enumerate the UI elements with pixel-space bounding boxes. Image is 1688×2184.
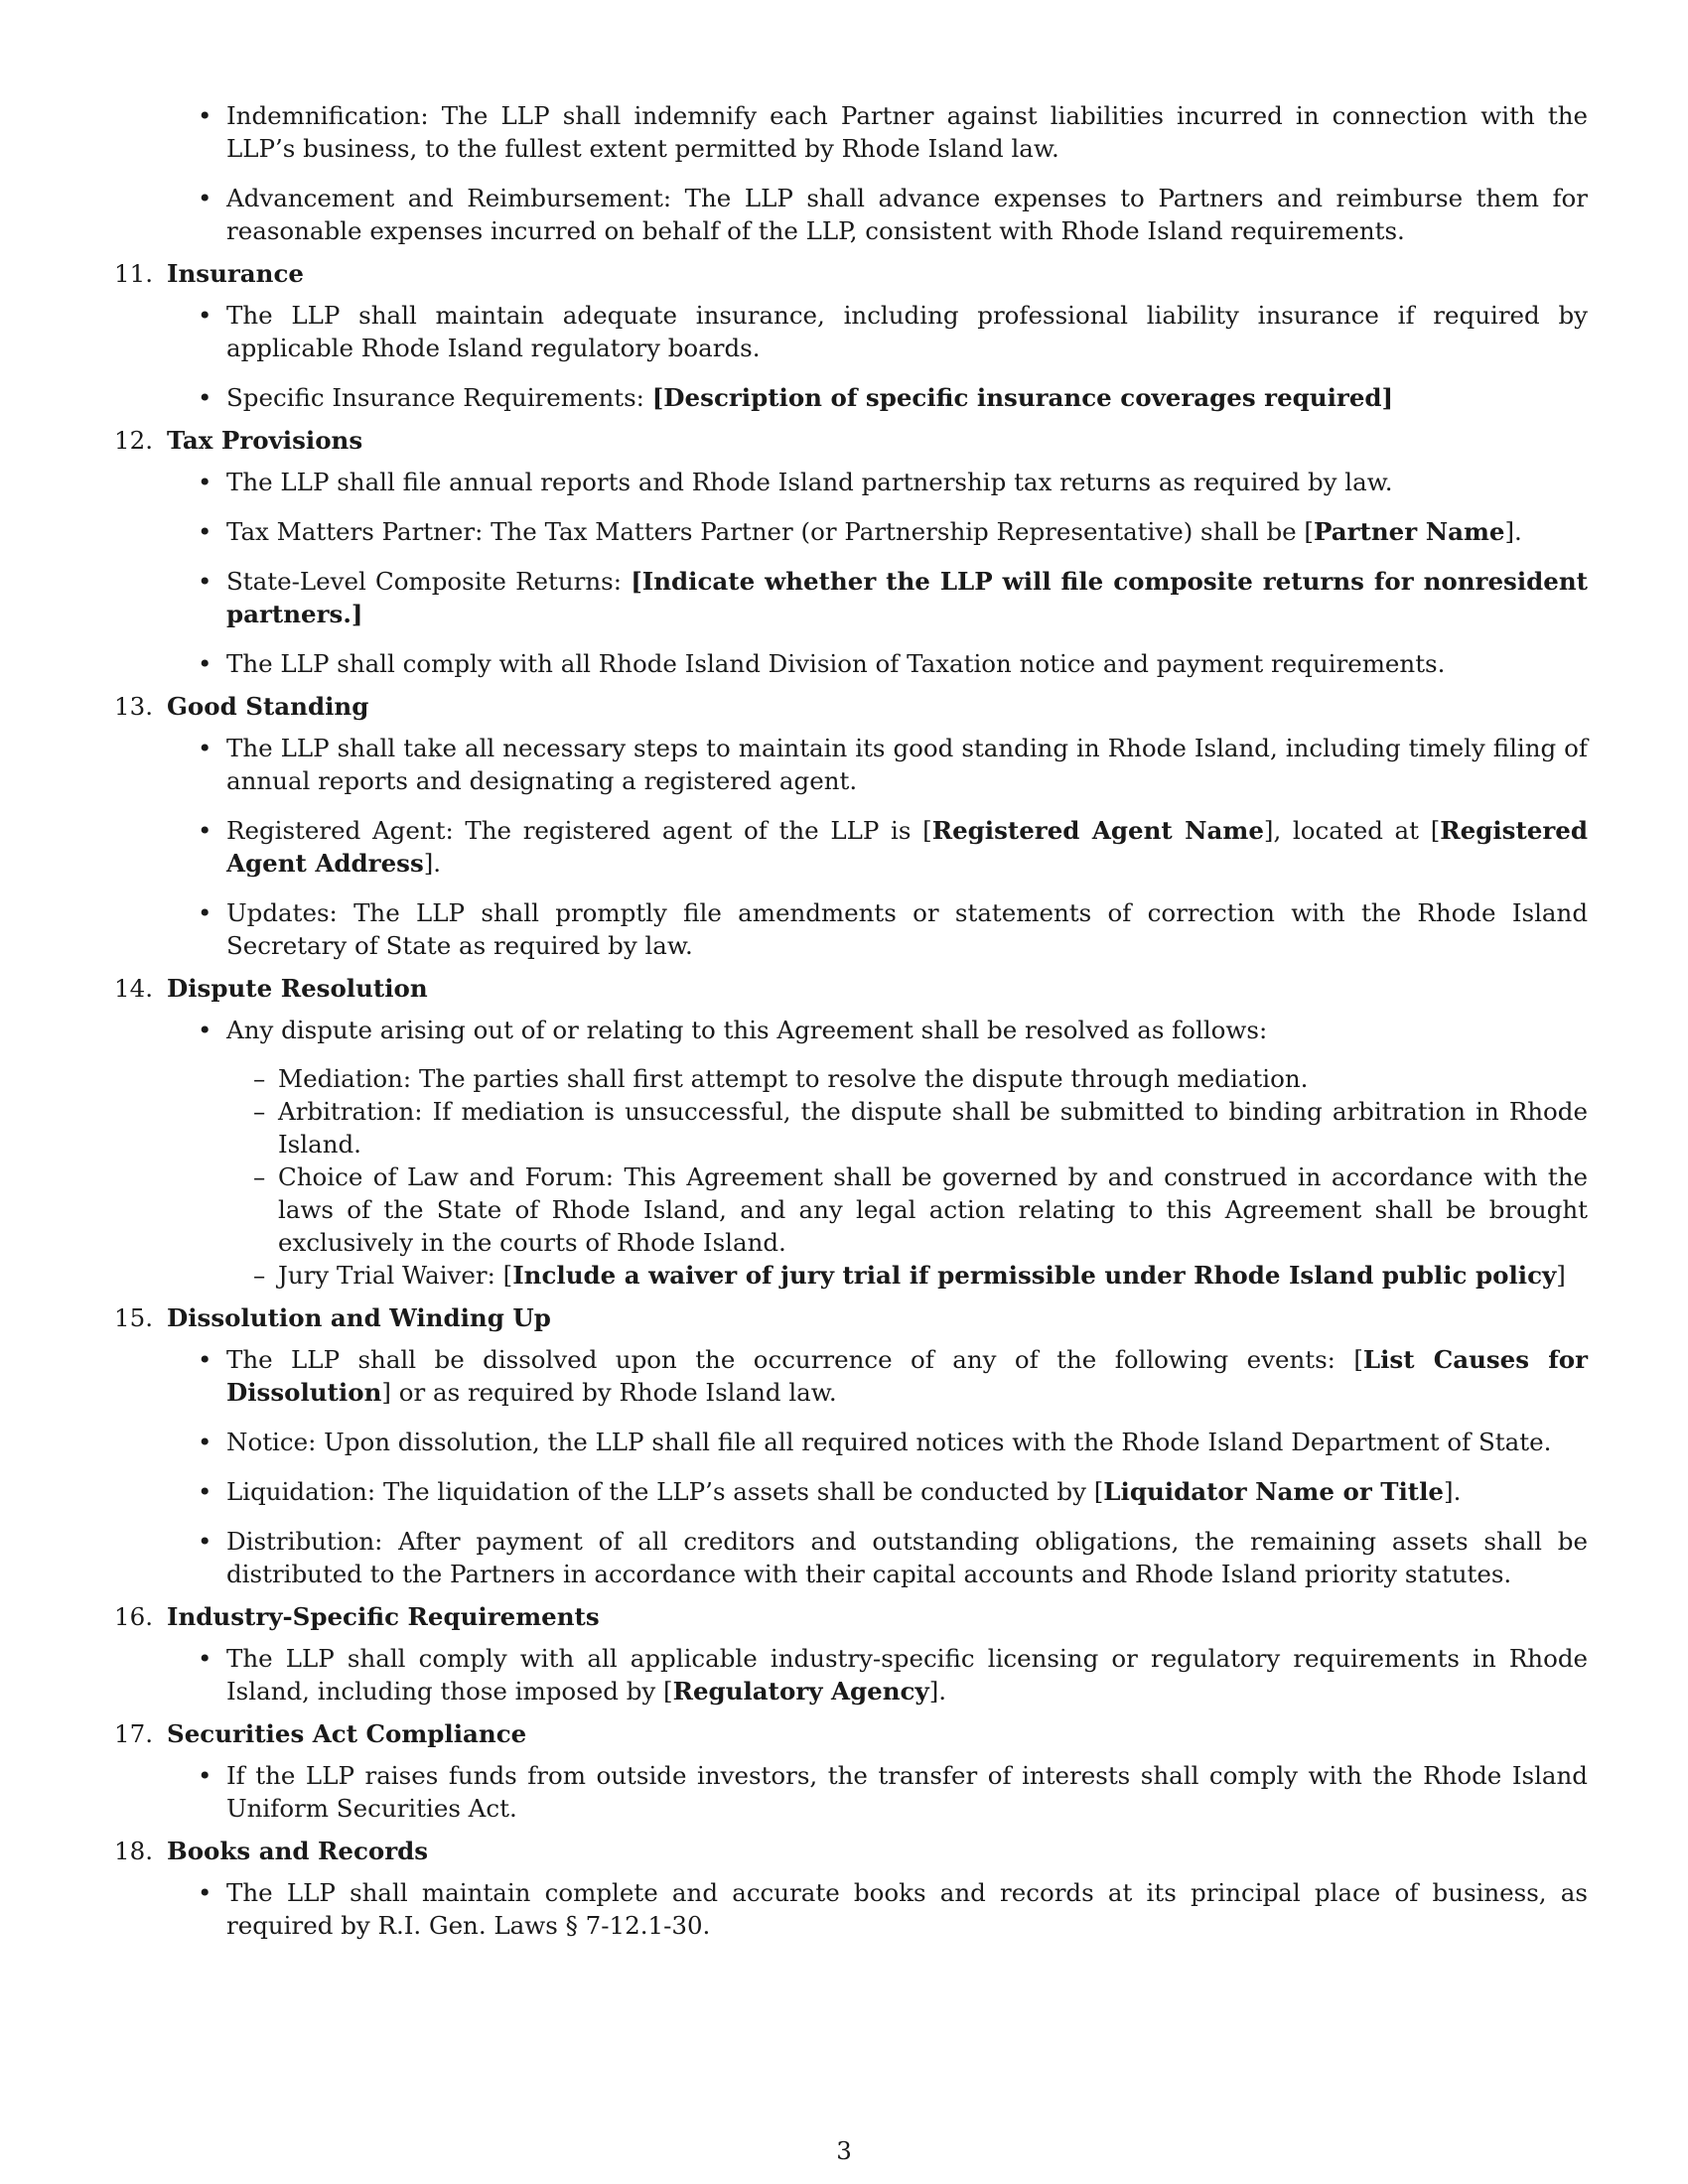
- bullet-icon: •: [198, 301, 212, 330]
- list-item: • If the LLP raises funds from outside investors, the transfer of interests shall comply with the Rhode Island Uniform Securities Act.: [198, 1761, 1588, 1823]
- section-good-standing: [114, 690, 1588, 962]
- section-number: 16.: [114, 1602, 153, 1631]
- placeholder-field: [Indicate whether the LLP will file composite returns for nonresident partners.]: [226, 567, 1588, 628]
- section-number: 14.: [114, 974, 153, 1003]
- bullet-list: [167, 1014, 1588, 1292]
- sub-list: [226, 1062, 1588, 1292]
- sub-list-item: – Arbitration: If mediation is unsuccessful, the dispute shall be submitted to binding arbitration in Rhode Island.: [253, 1097, 1588, 1159]
- sub-list-item: – Choice of Law and Forum: This Agreement shall be governed by and construed in accordance with the laws of the State of Rhode Island, and any legal action relating to this Agreement shall be brought exclusively in the courts of Rhode Island.: [253, 1162, 1588, 1257]
- section-number: 18.: [114, 1837, 153, 1865]
- bullet-icon: •: [198, 517, 212, 546]
- section-insurance: [114, 257, 1588, 414]
- list-item: • Liquidation: The liquidation of the LLP’s assets shall be conducted by [Liquidator Name or Title].: [198, 1477, 1462, 1506]
- section-title: Dissolution and Winding Up: [167, 1303, 551, 1332]
- bullet-list: [167, 732, 1588, 962]
- list-item: • The LLP shall file annual reports and Rhode Island partnership tax returns as required by law.: [198, 468, 1393, 496]
- bullet-list: [167, 1343, 1588, 1590]
- placeholder-field: List Causes for Dissolution: [226, 1345, 1588, 1407]
- bullet-icon: •: [198, 734, 212, 762]
- bullet-icon: •: [198, 101, 212, 130]
- list-item: • The LLP shall comply with all applicable industry-specific licensing or regulatory requirements in Rhode Island, including those imposed by [Regulatory Agency].: [198, 1644, 1588, 1706]
- bullet-list: [167, 1759, 1588, 1825]
- section-number: 15.: [114, 1303, 153, 1332]
- section-title: Books and Records: [167, 1837, 429, 1865]
- section-securities-act: [114, 1717, 1588, 1825]
- sub-list-item: – Mediation: The parties shall first attempt to resolve the dispute through mediation.: [253, 1064, 1309, 1093]
- list-item: • Indemnification: The LLP shall indemnify each Partner against liabilities incurred in connection with the LLP’s business, to the fullest extent permitted by Rhode Island law.: [198, 101, 1588, 163]
- bullet-list: [167, 99, 1588, 247]
- placeholder-field: Liquidator Name or Title: [1103, 1477, 1445, 1506]
- section-number: 17.: [114, 1719, 153, 1748]
- section-number: 11.: [114, 259, 153, 288]
- section-dissolution: [114, 1301, 1588, 1590]
- dash-icon: –: [253, 1097, 266, 1126]
- bullet-icon: •: [198, 468, 212, 496]
- section-industry-requirements: [114, 1600, 1588, 1707]
- bullet-list: [167, 1876, 1588, 1942]
- document-body: [114, 99, 1588, 1948]
- list-item: • The LLP shall comply with all Rhode Island Division of Taxation notice and payment requirements.: [198, 649, 1446, 678]
- placeholder-field: [Description of specific insurance coverages required]: [651, 383, 1394, 412]
- section-number: 13.: [114, 692, 153, 721]
- list-item: • Specific Insurance Requirements: [Description of specific insurance coverages required]: [198, 383, 1394, 412]
- bullet-icon: •: [198, 1016, 212, 1044]
- bullet-icon: •: [198, 649, 212, 678]
- list-item: • The LLP shall take all necessary steps to maintain its good standing in Rhode Island, including timely filing of annual reports and designating a registered agent.: [198, 734, 1588, 795]
- list-item: • Tax Matters Partner: The Tax Matters Partner (or Partnership Representative) shall be [Partner Name].: [198, 517, 1522, 546]
- section-number: 12.: [114, 426, 153, 455]
- bullet-list: [167, 299, 1588, 414]
- placeholder-field: Regulatory Agency: [672, 1677, 929, 1706]
- list-item: • The LLP shall maintain complete and accurate books and records at its principal place of business, as required by R.I. Gen. Laws § 7-12.1-30.: [198, 1878, 1588, 1940]
- bullet-icon: •: [198, 1477, 212, 1506]
- dash-icon: –: [253, 1162, 266, 1191]
- page-number: 3: [836, 2136, 852, 2165]
- dash-icon: –: [253, 1261, 266, 1290]
- list-item: • Any dispute arising out of or relating to this Agreement shall be resolved as follows: – Mediation: The parties shall first attempt to resolve the dispute through mediation. – Arbitration: If mediation is unsuccessful, the dispute shall be submitted to binding arbitration in Rhode Island. – Choice of Law and Forum: This Agreement shall be governed by and construed in accordance with the laws of the State of Rhode Island, and any legal action relating to this Agreement shall be brought exclusively in the courts of Rhode Island. – Jury Trial Waiver: [Include a waiver of jury trial if permissible under Rhode Island public policy]: [198, 1016, 1588, 1290]
- list-item: • State-Level Composite Returns: [Indicate whether the LLP will file composite returns for nonresident partners.]: [198, 567, 1588, 628]
- placeholder-field: Include a waiver of jury trial if permissible under Rhode Island public policy: [512, 1261, 1557, 1290]
- section-title: Industry-Specific Requirements: [167, 1602, 600, 1631]
- bullet-icon: •: [198, 1761, 212, 1790]
- section-title: Dispute Resolution: [167, 974, 428, 1003]
- section-continued: [167, 99, 1588, 247]
- section-dispute-resolution: [114, 972, 1588, 1292]
- bullet-icon: •: [198, 567, 212, 596]
- bullet-icon: •: [198, 1345, 212, 1374]
- section-title: Good Standing: [167, 692, 369, 721]
- bullet-list: [167, 1642, 1588, 1707]
- section-title: Securities Act Compliance: [167, 1719, 527, 1748]
- bullet-icon: •: [198, 816, 212, 845]
- list-item: • Updates: The LLP shall promptly file amendments or statements of correction with the Rhode Island Secretary of State as required by law.: [198, 898, 1588, 960]
- dash-icon: –: [253, 1064, 266, 1093]
- bullet-icon: •: [198, 1644, 212, 1673]
- section-books-records: [114, 1835, 1588, 1942]
- bullet-list: [167, 466, 1588, 680]
- placeholder-field: Registered Agent Name: [931, 816, 1264, 845]
- section-tax-provisions: [114, 424, 1588, 680]
- sub-list-item: – Jury Trial Waiver: [Include a waiver of jury trial if permissible under Rhode Island public policy]: [253, 1261, 1566, 1290]
- list-item: • The LLP shall maintain adequate insurance, including professional liability insurance if required by applicable Rhode Island regulatory boards.: [198, 301, 1588, 362]
- section-title: Insurance: [167, 259, 304, 288]
- bullet-icon: •: [198, 898, 212, 927]
- list-item: • Distribution: After payment of all creditors and outstanding obligations, the remaining assets shall be distributed to the Partners in accordance with their capital accounts and Rhode Island priority statutes.: [198, 1527, 1588, 1588]
- bullet-icon: •: [198, 184, 212, 212]
- placeholder-field: Registered Agent Address: [226, 816, 1588, 878]
- placeholder-field: Partner Name: [1314, 517, 1505, 546]
- list-item: • The LLP shall be dissolved upon the occurrence of any of the following events: [List Causes for Dissolution] or as required by Rhode Island law.: [198, 1345, 1588, 1407]
- section-title: Tax Provisions: [167, 426, 363, 455]
- list-item: • Registered Agent: The registered agent of the LLP is [Registered Agent Name], located at [Registered Agent Address].: [198, 816, 1588, 878]
- bullet-icon: •: [198, 1878, 212, 1907]
- bullet-icon: •: [198, 1527, 212, 1556]
- list-item: • Notice: Upon dissolution, the LLP shall file all required notices with the Rhode Island Department of State.: [198, 1428, 1552, 1456]
- bullet-icon: •: [198, 1428, 212, 1456]
- list-item: • Advancement and Reimbursement: The LLP shall advance expenses to Partners and reimburse them for reasonable expenses incurred on behalf of the LLP, consistent with Rhode Island requirements.: [198, 184, 1588, 245]
- bullet-icon: •: [198, 383, 212, 412]
